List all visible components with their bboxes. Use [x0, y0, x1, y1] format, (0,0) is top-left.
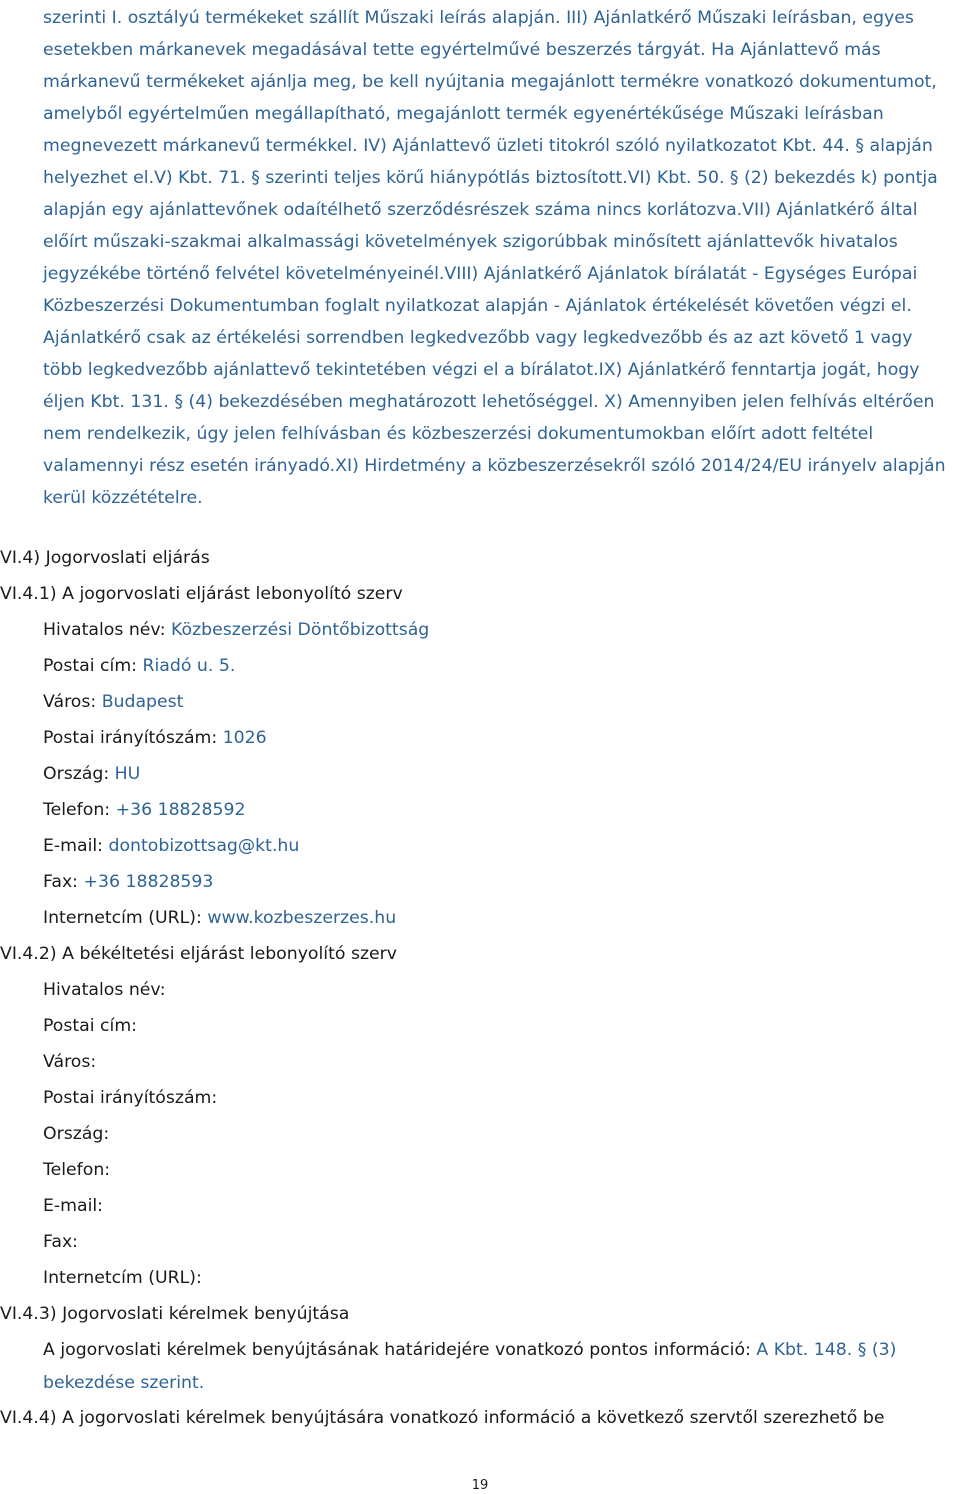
- field-email: [43, 835, 299, 857]
- review-deadline-info: [43, 1334, 958, 1400]
- field-official-name-empty: Hivatalos név:: [43, 980, 166, 1000]
- field-url: [43, 907, 396, 929]
- section-heading-vi44: VI.4.4) A jogorvoslati kérelmek benyújtására vonatkozó információ a következő szervtől szerezhető be: [0, 1408, 885, 1428]
- field-postal-address: [43, 655, 235, 677]
- field-label: Ország:: [43, 764, 115, 784]
- section-heading-vi41: VI.4.1) A jogorvoslati eljárást lebonyolító szerv: [0, 584, 403, 604]
- field-telephone: [43, 799, 246, 821]
- field-postal-address-empty: Postai cím:: [43, 1016, 138, 1036]
- field-value: +36 18828592: [115, 800, 246, 820]
- field-url-empty: Internetcím (URL):: [43, 1268, 202, 1288]
- field-label: Hivatalos név:: [43, 620, 172, 640]
- field-value: Riadó u. 5.: [142, 656, 236, 676]
- field-label: E-mail:: [43, 836, 109, 856]
- field-city-empty: Város:: [43, 1052, 97, 1072]
- info-value: A Kbt. 148. § (3) bekezdése szerint.: [43, 1340, 897, 1393]
- field-fax: [43, 871, 213, 893]
- field-email-empty: E-mail:: [43, 1196, 104, 1216]
- page-number: 19: [471, 1478, 489, 1493]
- field-fax-empty: Fax:: [43, 1232, 78, 1252]
- field-official-name: [43, 619, 429, 641]
- field-postal-code-empty: Postai irányítószám:: [43, 1088, 218, 1108]
- field-country: [43, 763, 140, 785]
- section-heading-vi43: VI.4.3) Jogorvoslati kérelmek benyújtása: [0, 1304, 350, 1324]
- field-value: 1026: [222, 728, 267, 748]
- info-label: A jogorvoslati kérelmek benyújtásának határidejére vonatkozó pontos információ:: [43, 1340, 757, 1360]
- field-label: Postai cím:: [43, 656, 143, 676]
- field-city: [43, 691, 183, 713]
- continuation-paragraph: szerinti I. osztályú termékeket szállít Műszaki leírás alapján. III) Ajánlatkérő Műszaki leírásban, egyes esetekben márkanevek megadásával tette egyértelművé beszerzés tárgyát. Ha Ajánlattevő más márkanevű termékeket ajánlja meg, be kell nyújtania megajánlott termékre vonatkozó dokumentumot, amelyből egyértelműen megállapítható, megajánlott termék egyenértékűsége Műszaki leírásban megnevezett márkanevű termékkel. IV) Ajánlattevő üzleti titokról szóló nyilatkozatot Kbt. 44. § alapján helyezhet el.V) Kbt. 71. § szerinti teljes körű hiánypótlás biztosított.VI) Kbt. 50. § (2) bekezdés k) pontja alapján egy ajánlattevőnek odaítélhető szerződésrészek száma nincs korlátozva.VII) Ajánlatkérő által előírt műszaki-szakmai alkalmassági követelmények szigorúbbak minősített ajánlattevők hivatalos jegyzékébe történő felvétel követelményeinél.VIII) Ajánlatkérő Ajánlatok bírálatát - Egységes Európai Közbeszerzési Dokumentumban foglalt nyilatkozat alapján - Ajánlatok értékelését követően végzi el. Ajánlatkérő csak az értékelési sorrendben legkedvezőbb vagy legkedvezőbb és az azt követő 1 vagy több legkedvezőbb ajánlattevő tekintetében végzi el a bírálatot.IX) Ajánlatkérő fenntartja jogát, hogy éljen Kbt. 131. § (4) bekezdésében meghatározott lehetőséggel. X) Amennyiben jelen felhívás eltérően nem rendelkezik, úgy jelen felhívásban és közbeszerzési dokumentumokban előírt adott feltétel valamennyi rész esetén irányadó.XI) Hirdetmény a közbeszerzésekről szóló 2014/24/EU irányelv alapján kerül közzétételre.: [43, 8, 946, 508]
- section-heading-vi42: VI.4.2) A békéltetési eljárást lebonyolító szerv: [0, 944, 397, 964]
- field-postal-code: [43, 727, 267, 749]
- field-value-link[interactable]: www.kozbeszerzes.hu: [207, 908, 397, 928]
- field-label: Város:: [43, 692, 102, 712]
- field-telephone-empty: Telefon:: [43, 1160, 111, 1180]
- field-country-empty: Ország:: [43, 1124, 110, 1144]
- field-label: Telefon:: [43, 800, 116, 820]
- field-label: Postai irányítószám:: [43, 728, 223, 748]
- field-label: Fax:: [43, 872, 84, 892]
- field-value: HU: [114, 764, 141, 784]
- field-value: +36 18828593: [83, 872, 214, 892]
- field-label: Internetcím (URL):: [43, 908, 208, 928]
- field-value[interactable]: dontobizottsag@kt.hu: [108, 836, 300, 856]
- field-value: Közbeszerzési Döntőbizottság: [171, 620, 430, 640]
- section-heading-vi4: VI.4) Jogorvoslati eljárás: [0, 548, 210, 568]
- field-value: Budapest: [101, 692, 184, 712]
